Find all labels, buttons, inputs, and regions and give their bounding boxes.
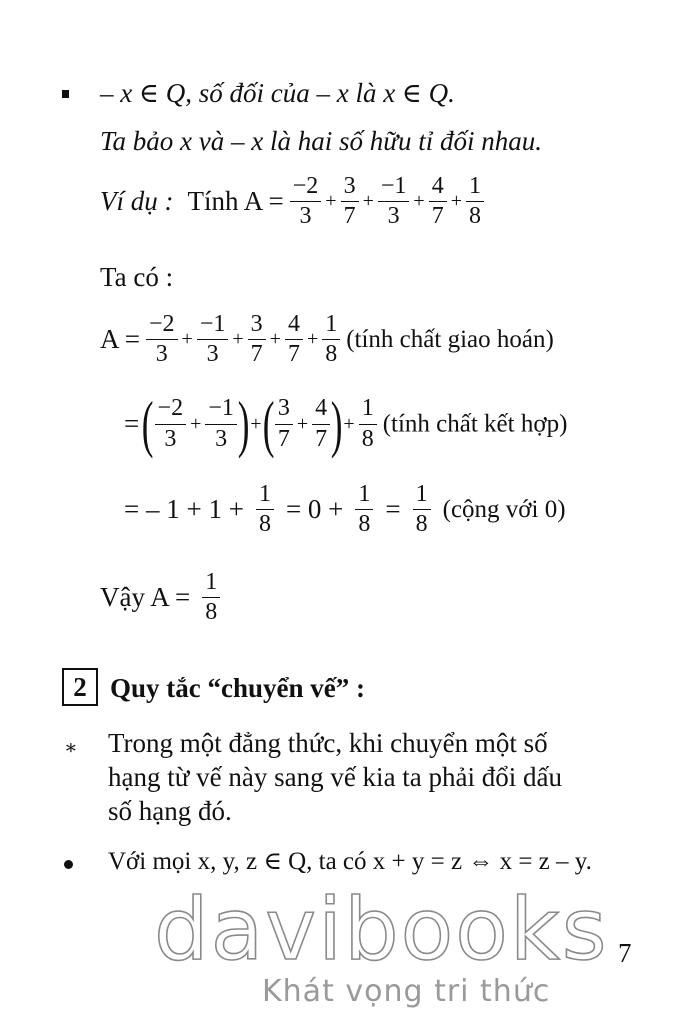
conclusion-text: Vậy A = xyxy=(100,582,191,613)
page-number: 7 xyxy=(618,938,632,968)
ta-co-label: Ta có : xyxy=(100,262,174,292)
fraction: $\frac{4}{7}$ xyxy=(429,174,447,229)
step-associative: = ( $\frac{-2}{3}$ + $\frac{-1}{3}$ )+( $\frac{3}{7}$ + $\frac{4}{7}$ )+ $\frac{1}{8}$ (tính chất kết hợp) xyxy=(124,388,568,459)
associative-note: (tính chất kết hợp) xyxy=(382,410,568,438)
fraction: $\frac{1}{8}$ xyxy=(202,570,220,625)
example-label: Ví dụ : xyxy=(100,186,174,217)
fraction: $\frac{1}{8}$ xyxy=(355,482,373,537)
add-zero-note: (cộng với 0) xyxy=(442,496,566,524)
asterisk-bullet-icon: ∗ xyxy=(64,737,78,759)
watermark-tagline: Khát vọng tri thức xyxy=(262,974,551,1009)
fraction: $\frac{-2}{3}$ xyxy=(155,396,187,451)
conclusion-line xyxy=(100,570,222,625)
commutative-note: (tính chất giao hoán) xyxy=(346,326,554,354)
fraction: $\frac{1}{8}$ xyxy=(322,312,340,367)
example-line: Ví dụ : Tính A = $\frac{-2}{3}$ + $\frac{3}{7}$ + $\frac{-1}{3}$ + $\frac{4}{7}$ + $\frac{1}{8}$ xyxy=(100,174,486,229)
fraction: $\frac{4}{7}$ xyxy=(312,396,330,451)
fraction: $\frac{1}{8}$ xyxy=(256,482,274,537)
right-paren: ) xyxy=(237,388,250,459)
rule-line-2: hạng từ vế này sang vế kia ta phải đổi dấu xyxy=(108,762,563,792)
section-title: Quy tắc “chuyển vế” : xyxy=(110,673,365,703)
step-add-zero xyxy=(124,482,566,537)
right-paren: ) xyxy=(330,388,343,459)
fraction: $\frac{-2}{3}$ xyxy=(146,312,178,367)
step-part: = xyxy=(385,494,401,525)
step-part: = – 1 + 1 + xyxy=(124,494,244,525)
left-paren: ( xyxy=(262,388,275,459)
fraction: $\frac{-1}{3}$ xyxy=(205,396,237,451)
step-commutative: A = $\frac{-2}{3}$ + $\frac{-1}{3}$ + $\frac{3}{7}$ + $\frac{4}{7}$ + $\frac{1}{8}$ (tính chất giao hoán) xyxy=(100,311,554,368)
section-number-box: 2 xyxy=(62,668,98,706)
step-part: = 0 + xyxy=(285,494,344,525)
opposite-number-definition: Ta bảo x và – x là hai số hữu tỉ đối nhau. xyxy=(100,126,542,156)
fraction: $\frac{1}{8}$ xyxy=(413,482,431,537)
fraction: $\frac{3}{7}$ xyxy=(341,174,359,229)
fraction: $\frac{1}{8}$ xyxy=(359,396,377,451)
watermark-brand: davibooks xyxy=(154,880,609,980)
fraction: $\frac{-2}{3}$ xyxy=(290,174,322,229)
step-lead: A = xyxy=(100,324,140,355)
fraction: $\frac{-1}{3}$ xyxy=(197,312,229,367)
opposite-number-statement: – x ∈ Q, số đối của – x là x ∈ Q. xyxy=(100,78,455,108)
fraction: $\frac{1}{8}$ xyxy=(466,174,484,229)
rule-line-1: Trong một đẳng thức, khi chuyển một số xyxy=(108,728,548,758)
rule-line-3: số hạng đó. xyxy=(108,796,232,826)
example-text: Tính A = xyxy=(187,186,284,217)
fraction: $\frac{4}{7}$ xyxy=(285,312,303,367)
fraction: $\frac{3}{7}$ xyxy=(275,396,293,451)
step-lead: = xyxy=(124,408,140,439)
fraction: $\frac{3}{7}$ xyxy=(248,312,266,367)
fraction: $\frac{-1}{3}$ xyxy=(378,174,410,229)
square-bullet-icon xyxy=(62,90,69,98)
forall-statement: Với mọi x, y, z ∈ Q, ta có x + y = z ⇔ x = z – y. xyxy=(108,848,592,875)
left-paren: ( xyxy=(142,388,154,459)
round-bullet-icon xyxy=(64,860,73,869)
